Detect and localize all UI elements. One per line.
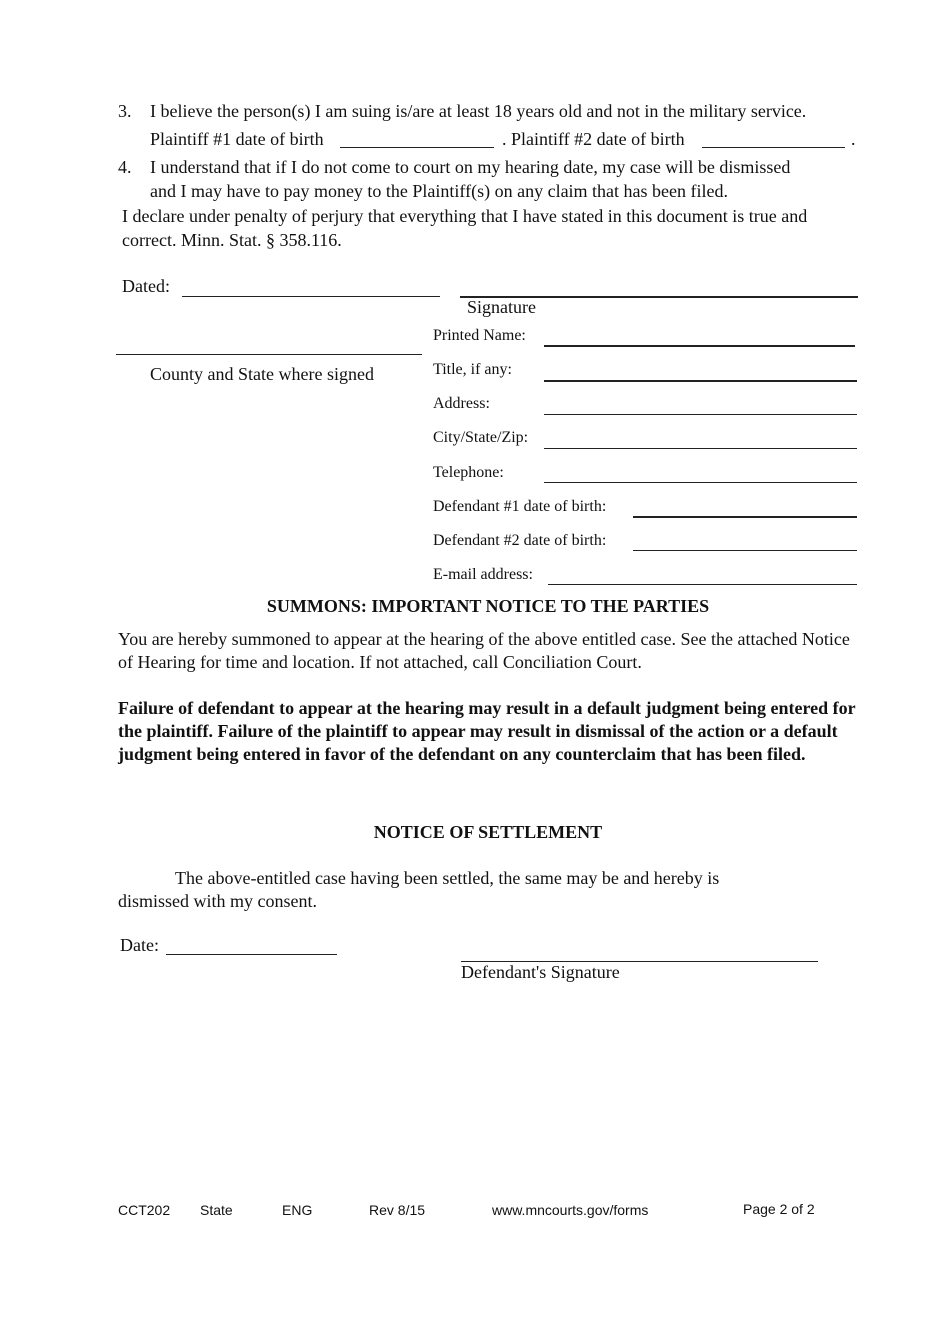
footer-website[interactable]: www.mncourts.gov/forms: [492, 1202, 649, 1218]
settlement-date-field[interactable]: [166, 935, 337, 955]
plaintiff-1-dob-label: Plaintiff #1 date of birth: [150, 129, 324, 149]
city-state-zip-field[interactable]: [544, 429, 857, 449]
item-4-number: 4.: [118, 157, 132, 177]
item-3-number: 3.: [118, 101, 132, 121]
signature-label: Signature: [467, 297, 536, 317]
item-3-text: I believe the person(s) I am suing is/are at least 18 years old and not in the military service.: [150, 101, 807, 121]
email-field[interactable]: [548, 565, 857, 585]
county-state-field[interactable]: [116, 335, 422, 355]
email-label: E-mail address:: [433, 566, 533, 583]
telephone-label: Telephone:: [433, 464, 504, 481]
footer-form-code: CCT202: [118, 1202, 171, 1218]
plaintiff-1-dob-field[interactable]: [340, 128, 494, 148]
address-label: Address:: [433, 395, 490, 412]
footer-language: ENG: [282, 1202, 313, 1218]
settlement-line-1: The above-entitled case having been settled, the same may be and hereby is: [175, 868, 720, 888]
plaintiff-2-dob-label: . Plaintiff #2 date of birth: [502, 129, 685, 149]
defendant-1-dob-label: Defendant #1 date of birth:: [433, 498, 607, 515]
footer-revision: Rev 8/15: [369, 1202, 426, 1218]
footer-jurisdiction: State: [200, 1202, 233, 1218]
settlement-line-2: dismissed with my consent.: [118, 891, 317, 911]
settlement-date-label: Date:: [120, 935, 159, 955]
settlement-heading: NOTICE OF SETTLEMENT: [373, 822, 603, 842]
item-4-line-2: and I may have to pay money to the Plaintiff(s) on any claim that has been filed.: [150, 181, 729, 201]
city-state-zip-label: City/State/Zip:: [433, 429, 529, 446]
summons-warning: Failure of defendant to appear at the hearing may result in a default judgment being entered for the plaintiff. Failure of the plaintiff to appear may result in dismissal of the action or a default judgment being entered in favor of the defendant on any counterclaim that has been filed.: [118, 698, 856, 764]
defendant-signature-label: Defendant's Signature: [461, 962, 620, 982]
title-label: Title, if any:: [433, 361, 512, 378]
printed-name-label: Printed Name:: [433, 327, 526, 344]
defendant-2-dob-field[interactable]: [633, 531, 857, 551]
item-3-end-mark: .: [851, 129, 856, 149]
telephone-field[interactable]: [544, 463, 857, 483]
summons-paragraph: You are hereby summoned to appear at the hearing of the above entitled case. See the attached Notice of Hearing for time and location. If not attached, call Conciliation Court.: [118, 629, 850, 672]
dated-label: Dated:: [122, 276, 170, 296]
plaintiff-2-dob-field[interactable]: [702, 128, 845, 148]
defendant-1-dob-field[interactable]: [633, 497, 857, 517]
declaration-line-2: correct. Minn. Stat. § 358.116.: [122, 230, 342, 250]
defendant-signature-field[interactable]: [461, 942, 818, 962]
county-state-label: County and State where signed: [150, 364, 374, 384]
dated-field[interactable]: [182, 277, 440, 297]
defendant-2-dob-label: Defendant #2 date of birth:: [433, 532, 607, 549]
summons-heading: SUMMONS: IMPORTANT NOTICE TO THE PARTIES: [266, 596, 710, 616]
footer-page-number: Page 2 of 2: [743, 1201, 815, 1217]
address-field[interactable]: [544, 395, 857, 415]
item-4-line-1: I understand that if I do not come to court on my hearing date, my case will be dismissed: [150, 157, 791, 177]
printed-name-field[interactable]: [544, 326, 855, 346]
title-field[interactable]: [544, 361, 857, 381]
declaration-line-1: I declare under penalty of perjury that everything that I have stated in this document is true and: [122, 206, 808, 226]
signature-field[interactable]: [460, 276, 858, 296]
